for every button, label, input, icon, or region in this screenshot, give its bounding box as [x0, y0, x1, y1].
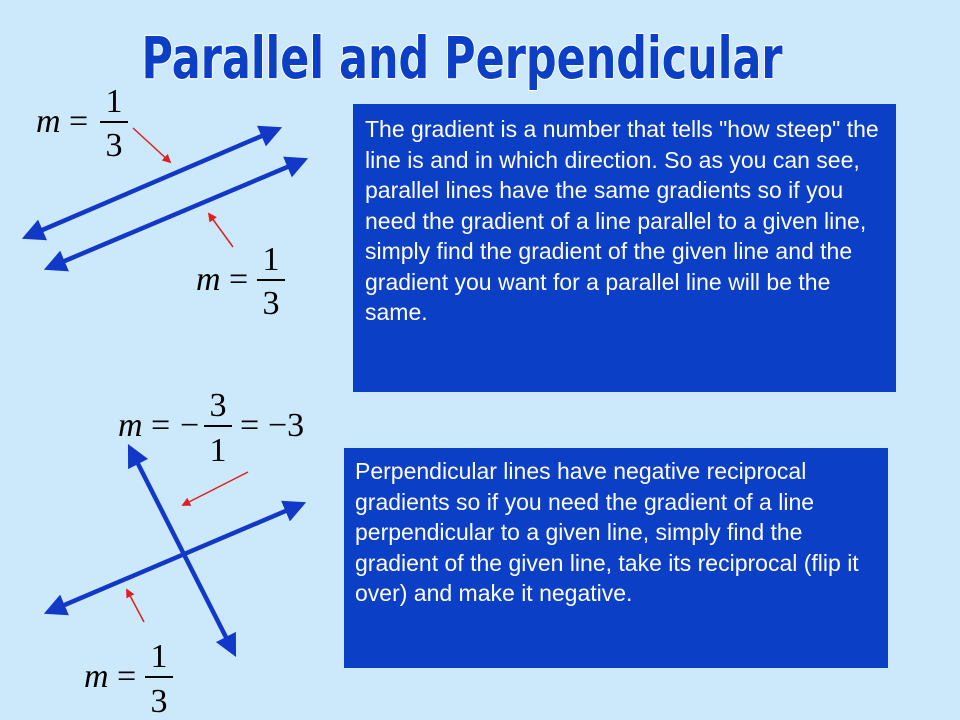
eq-equals: =	[229, 261, 249, 298]
eq-numerator: 1	[105, 83, 123, 120]
eq-lhs: m	[36, 103, 61, 140]
eq-sign: −	[180, 407, 200, 444]
eq-equals: =	[69, 103, 89, 140]
eq-denominator: 1	[209, 432, 227, 468]
eq-equals: =	[117, 658, 137, 695]
eq-lhs: m	[196, 261, 221, 298]
eq-numerator: 3	[209, 387, 227, 424]
eq-denominator: 3	[150, 683, 168, 719]
eq-lhs: m	[84, 658, 109, 695]
equation-parallel-bottom	[194, 240, 294, 322]
equation-perpendicular-top	[116, 382, 316, 468]
pointer-arrow-top	[133, 128, 170, 162]
equation-perpendicular-bottom	[82, 635, 182, 719]
equation-parallel-top	[34, 80, 134, 162]
eq-denominator: 3	[105, 127, 123, 162]
eq-denominator: 3	[262, 285, 280, 322]
eq-lhs: m	[118, 407, 143, 444]
perpendicular-line-shallow	[48, 504, 302, 612]
perpendicular-line-steep	[130, 448, 234, 653]
eq-equals-2: =	[240, 407, 260, 444]
pointer-arrow-perp-bottom	[127, 590, 144, 622]
pointer-arrow-perp-top	[183, 472, 248, 505]
eq-numerator: 1	[262, 241, 280, 278]
parallel-explanation-box: The gradient is a number that tells "how steep" the line is and in which direction. So as you can see, parallel lines have the same gradients so if you need the gradient of a line parallel to a given line, simply find the gradient of the given line and the gradient you want for a parallel line will be the same.	[353, 104, 896, 392]
page-title: Parallel and Perpendicular	[141, 25, 783, 93]
perpendicular-explanation-box: Perpendicular lines have negative reciprocal gradients so if you need the gradient of a line perpendicular to a given line, simply find the gradient of the given line, take its reciprocal (flip it over) and make it negative.	[344, 448, 888, 668]
eq-equals: =	[151, 407, 171, 444]
eq-numerator: 1	[150, 638, 168, 675]
eq-result: −3	[268, 407, 305, 444]
